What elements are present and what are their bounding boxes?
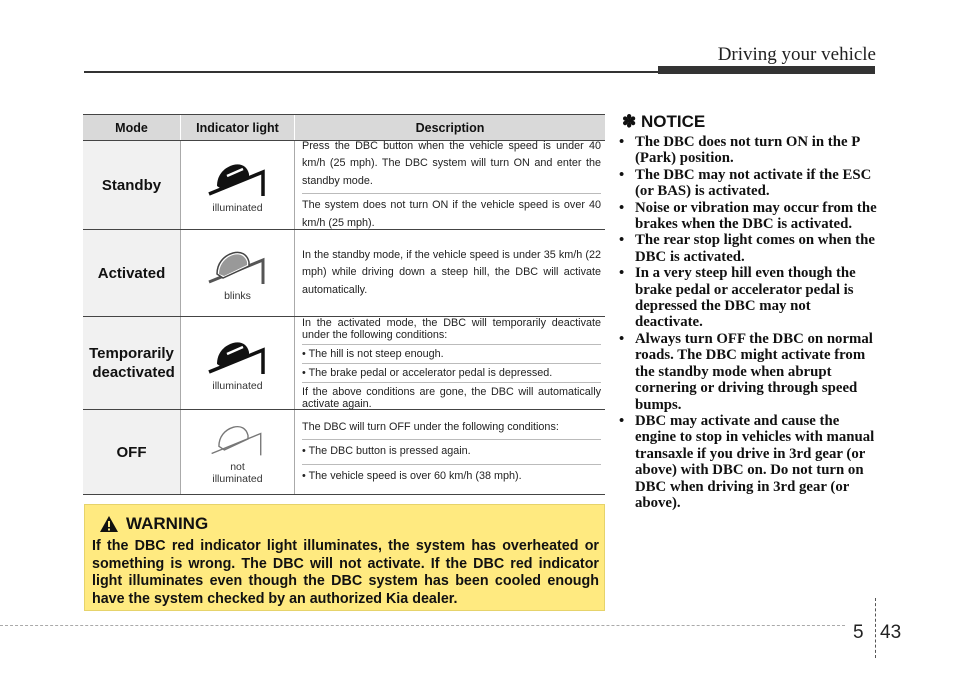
table-row [83, 230, 605, 317]
indicator-state: illuminated [212, 202, 263, 214]
header-mode: Mode [83, 115, 181, 140]
description-text: The system does not turn ON if the vehicle speed is over 40 km/h (25 mph). [302, 199, 601, 229]
mode-label: OFF [116, 443, 147, 461]
notice-list [619, 134, 879, 511]
section-title: Driving your vehicle [717, 44, 876, 65]
page-number: 43 [880, 622, 902, 643]
description-cell [295, 230, 605, 316]
warning-text: If the DBC red indicator light illuminates, the system has overheated or something is wrong. The DBC will not activate. If the DBC red indicator light illuminates even though the DBC system has been cooled enough have the system checked by an authorized Kia dealer. [92, 538, 599, 607]
mode-cell [83, 317, 181, 409]
indicator-cell [181, 230, 295, 316]
description-cell [295, 141, 605, 229]
description-text: The DBC will turn OFF under the following conditions: [302, 416, 601, 441]
description-cell [295, 410, 605, 494]
dbc-car-slope-outline-icon [203, 419, 273, 459]
list-item: • Noise or vibration may occur from the brakes when the DBC is activated. [619, 199, 877, 233]
mode-cell [83, 410, 181, 494]
section-number: 5 [853, 622, 864, 643]
indicator-cell [181, 317, 295, 409]
mode-label: Activated [97, 264, 166, 282]
description-text: Press the DBC button when the vehicle speed is under 40 km/h (25 mph). The DBC system will turn ON and enter the standby mode. [302, 135, 601, 195]
table-row [83, 141, 605, 230]
notice-title: ✽ NOTICE [622, 112, 706, 131]
list-item: • The DBC does not turn ON in the P (Park) position. [619, 134, 860, 167]
indicator-state: illuminated [212, 380, 263, 392]
table-row [83, 410, 605, 495]
description-text: In the activated mode, the DBC will temporarily deactivate under the following conditions: [302, 314, 601, 345]
list-item: • The DBC may not activate if the ESC (or BAS) is activated. [619, 166, 872, 200]
header-description: Description [415, 120, 485, 135]
warning-heading [99, 514, 208, 534]
list-item: • The rear stop light comes on when the DBC is activated. [619, 232, 875, 265]
mode-label: Temporarily deactivated [89, 345, 175, 381]
mode-label: Standby [101, 176, 162, 194]
dbc-mode-table [83, 114, 605, 495]
description-text: • The vehicle speed is over 60 km/h (38 mph). [302, 469, 522, 482]
indicator-state: blinks [224, 290, 251, 302]
indicator-cell [181, 410, 295, 494]
description-text: • The brake pedal or accelerator pedal is depressed. [302, 364, 601, 383]
header-bar [658, 66, 875, 74]
list-item: • DBC may activate and cause the engine to stop in vehicles with manual transaxle if you drive in 3rd gear (or above) with DBC on. Do not turn on DBC when driving in 3rd gear (or above). [619, 412, 875, 511]
description-text: • The DBC button is pressed again. [302, 440, 601, 465]
table-row [83, 317, 605, 410]
page-number-divider [875, 598, 877, 658]
indicator-cell [181, 141, 295, 229]
list-item: • Always turn OFF the DBC on normal roads. The DBC might activate from the standby mode when abrupt cornering or driving through speed bumps. [619, 330, 873, 413]
mode-cell [83, 230, 181, 316]
description-text: In the standby mode, if the vehicle speed is under 35 km/h (22 mph) while driving down a steep hill, the DBC will activate automatically. [302, 248, 601, 296]
warning-triangle-icon [99, 515, 119, 533]
mode-cell [83, 141, 181, 229]
description-text: If the above conditions are gone, the DBC will automatically activate again. [302, 385, 601, 410]
description-text: • The hill is not steep enough. [302, 345, 601, 364]
dbc-car-slope-icon [203, 334, 273, 378]
dbc-car-slope-icon [203, 156, 273, 200]
warning-title: WARNING [126, 514, 209, 533]
warning-box [84, 504, 605, 611]
list-item: • In a very steep hill even though the brake pedal or accelerator pedal is depressed the DBC may not deactivate. [619, 265, 856, 331]
footer-rule [0, 625, 845, 626]
dbc-car-slope-icon [203, 244, 273, 288]
indicator-state: not illuminated [212, 461, 263, 485]
header-indicator-light: Indicator light [181, 115, 295, 140]
description-cell [295, 317, 605, 409]
